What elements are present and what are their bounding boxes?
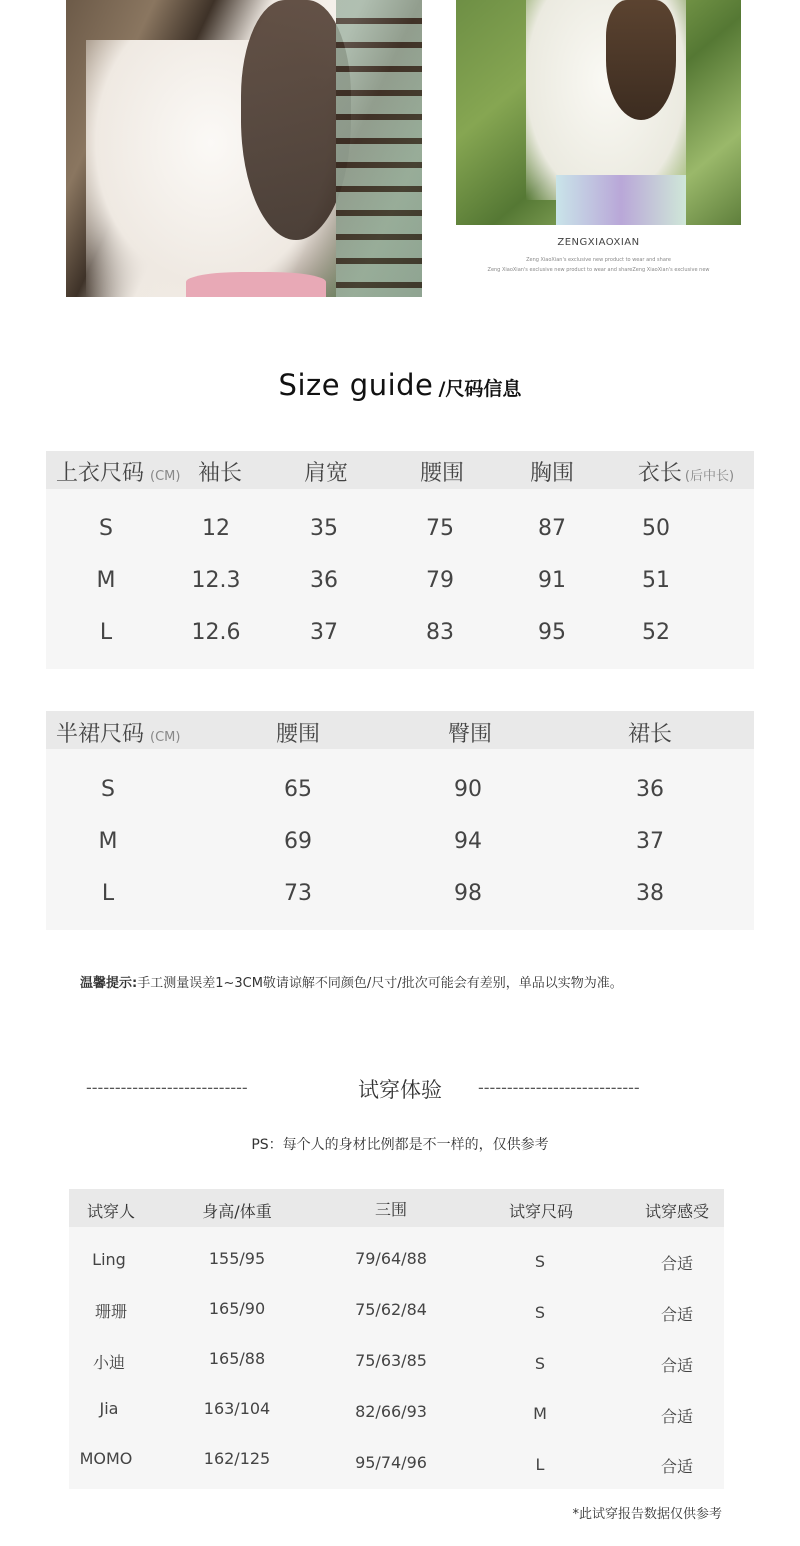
- top-cell: 12.3: [191, 568, 241, 593]
- skirt-header-waist: 腰围: [275, 722, 320, 747]
- top-cell: 95: [538, 620, 566, 645]
- try-cell: 95/74/96: [355, 1453, 427, 1472]
- measurement-tip: [80, 972, 623, 991]
- try-cell: 珊珊: [94, 1302, 127, 1321]
- try-cell: 小迪: [92, 1353, 125, 1372]
- skirt-cell: 73: [284, 881, 312, 906]
- divider-dashes-left: ----------------------------: [86, 1078, 248, 1097]
- try-cell: Jia: [99, 1399, 119, 1418]
- top-header-length-note: (后中长): [684, 469, 735, 484]
- top-header-waist: 腰围: [419, 461, 464, 486]
- top-cell: 91: [538, 568, 566, 593]
- try-header-height-weight: 身高/体重: [202, 1202, 272, 1221]
- try-cell: 162/125: [203, 1449, 271, 1468]
- try-header-feel: 试穿感受: [644, 1202, 709, 1221]
- try-cell: 165/88: [208, 1349, 266, 1368]
- skirt-size-label-cell: [56, 717, 180, 748]
- skirt-cell: 38: [636, 881, 664, 906]
- try-cell: L: [535, 1455, 545, 1474]
- model-photo-right: [456, 0, 741, 225]
- try-on-title: 试穿体验: [358, 1078, 442, 1102]
- tip-label: 温馨提示:: [80, 976, 138, 991]
- skirt-size-table: [46, 711, 754, 930]
- top-cell: 35: [310, 516, 338, 541]
- top-size-unit: (CM): [150, 469, 181, 484]
- skirt-cell: 90: [454, 777, 482, 802]
- try-cell: 155/95: [208, 1249, 266, 1268]
- try-on-footnote: *此试穿报告数据仅供参考: [572, 1507, 722, 1522]
- floral-skirt-shape: [556, 175, 686, 225]
- skirt-cell: M: [98, 829, 118, 854]
- size-guide-title-cn: /尺码信息: [438, 378, 522, 400]
- try-on-table: [69, 1189, 724, 1489]
- top-cell: 83: [426, 620, 454, 645]
- skirt-cell: 94: [454, 829, 482, 854]
- try-cell: S: [534, 1252, 546, 1271]
- model-photo-left: [66, 0, 422, 297]
- skirt-cell: 37: [636, 829, 664, 854]
- top-cell: 52: [642, 620, 670, 645]
- size-guide-title-en: Size guide: [278, 368, 434, 402]
- skirt-cell: 36: [636, 777, 664, 802]
- top-cell: 50: [642, 516, 670, 541]
- top-cell: 51: [642, 568, 670, 593]
- divider-dashes-right: ----------------------------: [478, 1078, 640, 1097]
- brand-tagline-1: Zeng XiaoXian's exclusive new product to wear and share: [526, 257, 671, 263]
- skirt-size-unit: (CM): [150, 730, 181, 745]
- skirt-cell: 98: [454, 881, 482, 906]
- skirt-size-label: 半裙尺码: [56, 722, 145, 747]
- try-cell: 75/63/85: [355, 1351, 427, 1370]
- top-header-sleeve: 袖长: [197, 461, 242, 486]
- try-cell: 75/62/84: [355, 1300, 427, 1319]
- try-on-ps-note: PS：每个人的身材比例都是不一样的，仅供参考: [251, 1137, 549, 1153]
- tip-text: 手工测量误差1~3CM敬请谅解不同颜色/尺寸/批次可能会有差别，单品以实物为准。: [137, 976, 623, 991]
- top-cell: 12: [202, 516, 230, 541]
- try-header-person: 试穿人: [86, 1202, 135, 1221]
- hair-shape: [606, 0, 676, 120]
- skirt-cell: S: [101, 777, 115, 802]
- top-header-bust: 胸围: [529, 461, 574, 486]
- top-size-label: 上衣尺码: [56, 461, 145, 486]
- top-header-shoulder: 肩宽: [303, 461, 348, 486]
- try-cell: 79/64/88: [355, 1249, 427, 1268]
- top-cell: 12.6: [191, 620, 241, 645]
- top-cell: 37: [310, 620, 338, 645]
- top-header-length: 衣长: [637, 461, 682, 486]
- hair-shape: [241, 0, 351, 240]
- try-cell: 合适: [660, 1457, 693, 1476]
- try-header-size: 试穿尺码: [508, 1202, 573, 1221]
- top-cell: L: [99, 620, 113, 645]
- top-header-length-cell: [618, 456, 754, 487]
- top-cell: S: [99, 516, 113, 541]
- try-cell: S: [534, 1354, 546, 1373]
- try-cell: 合适: [660, 1356, 693, 1375]
- top-cell: 75: [426, 516, 454, 541]
- skirt-cell: L: [101, 881, 115, 906]
- try-cell: 合适: [660, 1407, 693, 1426]
- brand-name: ZENGXIAOXIAN: [557, 237, 640, 248]
- top-size-label-cell: [56, 456, 180, 487]
- try-cell: Ling: [92, 1250, 126, 1269]
- skirt-cell: 69: [284, 829, 312, 854]
- try-header-measurements: 三围: [374, 1200, 407, 1219]
- top-cell: M: [96, 568, 116, 593]
- try-cell: 合适: [660, 1254, 693, 1273]
- skirt-cell: 65: [284, 777, 312, 802]
- pink-skirt-shape: [186, 272, 326, 297]
- size-guide-title: [0, 368, 800, 402]
- top-cell: 79: [426, 568, 454, 593]
- top-cell: 36: [310, 568, 338, 593]
- railing-shape: [336, 0, 422, 297]
- brand-tagline-2: Zeng XiaoXian's exclusive new product to wear and shareZeng XiaoXian's exclusive new: [487, 267, 710, 273]
- try-cell: 163/104: [203, 1399, 271, 1418]
- top-size-table: [46, 451, 754, 669]
- skirt-header-hip: 臀围: [447, 722, 492, 747]
- try-cell: MOMO: [79, 1449, 133, 1468]
- top-cell: 87: [538, 516, 566, 541]
- try-cell: 合适: [660, 1305, 693, 1324]
- try-cell: 165/90: [208, 1299, 266, 1318]
- try-cell: 82/66/93: [355, 1402, 427, 1421]
- try-cell: S: [534, 1303, 546, 1322]
- skirt-header-length: 裙长: [627, 722, 672, 747]
- try-cell: M: [533, 1404, 547, 1423]
